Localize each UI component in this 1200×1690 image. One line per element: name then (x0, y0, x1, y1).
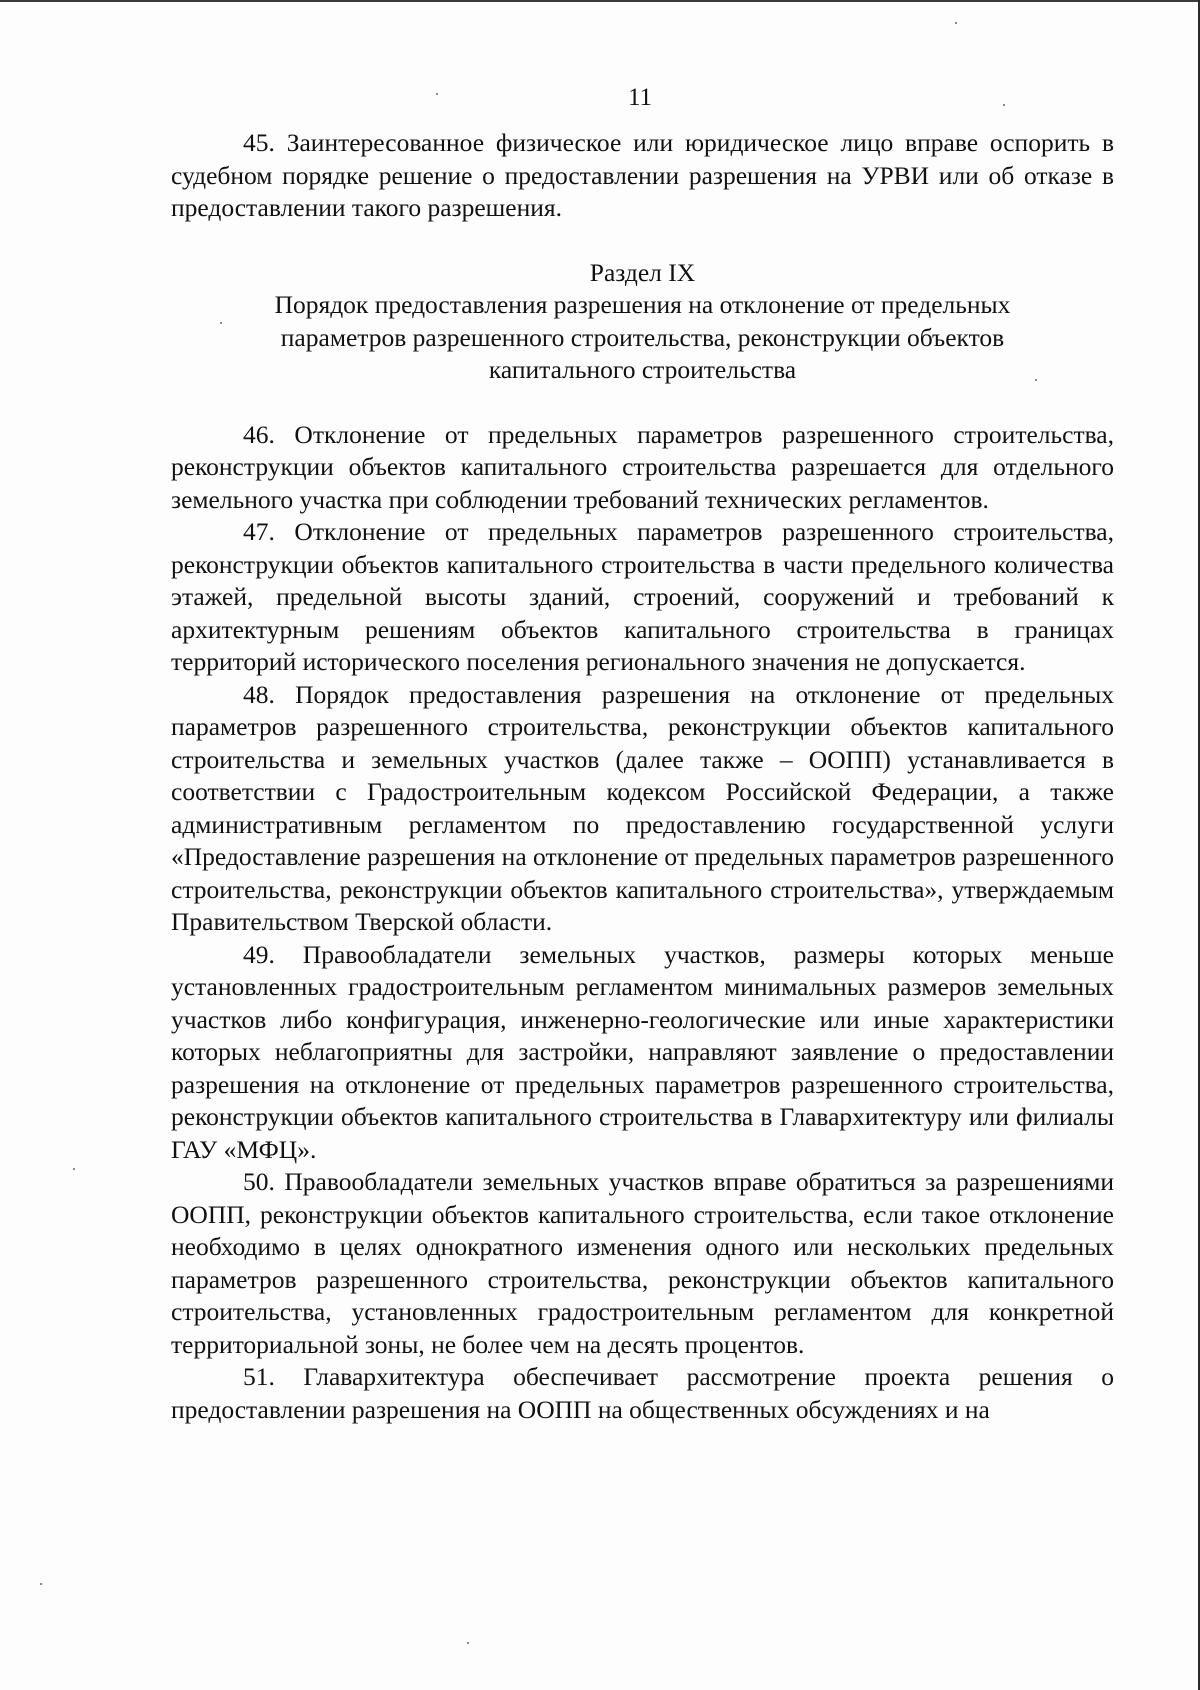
page-number: 11 (627, 84, 653, 111)
paragraph-50: 50. Правообладатели земельных участков вправе обратиться за разрешениями ООПП, реконструкции объектов капитального строительства, если такое отклонение необходимо в целях однократного изменения одного или нескольких предельных параметров разрешенного строительства, реконструкции объектов капитального строительства, установленных градостроительным регламентом для конкретной территориальной зоны, не более чем на десять процентов. (171, 1167, 1114, 1359)
paragraph-46: 46. Отклонение от предельных параметров разрешенного строительства, реконструкции объектов капитального строительства разрешается для отдельного земельного участка при соблюдении требований технических регламентов. (171, 419, 1114, 514)
section-label: Раздел IX (589, 257, 696, 287)
paragraph-48: 48. Порядок предоставления разрешения на отклонение от предельных параметров разрешенного строительства, реконструкции объектов капитального строительства и земельных участков (далее также – ООПП) устанавливается в соответствии с Градостроительным кодексом Российской Федерации, а также административным регламентом по предоставлению государственной услуги «Предоставление разрешения на отклонение от предельных параметров разрешенного строительства, реконструкции объектов капитального строительства», утверждаемым Правительством Тверской области. (171, 679, 1114, 936)
document-body (171, 127, 1114, 1426)
paragraph-49: 49. Правообладатели земельных участков, размеры которых меньше установленных градостроительным регламентом минимальных размеров земельных участков либо конфигурация, инженерно-геологические или иные характеристики которых неблагоприятны для застройки, направляют заявление о предоставлении разрешения на отклонение от предельных параметров разрешенного строительства, реконструкции объектов капитального строительства в Главархитектуру или филиалы ГАУ «МФЦ». (171, 939, 1114, 1164)
section-title: Порядок предоставления разрешения на отклонение от предельных параметров разрешенного строительства, реконструкции объектов капитального строительства (274, 290, 1011, 384)
paragraph-47: 47. Отклонение от предельных параметров разрешенного строительства, реконструкции объектов капитального строительства в части предельного количества этажей, предельной высоты зданий, строений, сооружений и требований к архитектурным решениям объектов капитального строительства в границах территорий исторического поселения регионального значения не допускается. (171, 517, 1114, 676)
scan-speck (40, 1583, 42, 1585)
scan-speck (467, 1642, 469, 1644)
paragraph-45: 45. Заинтересованное физическое или юридическое лицо вправе оспорить в судебном порядке решение о предоставлении разрешения на УРВИ или об отказе в предоставлении такого разрешения. (171, 128, 1114, 222)
paragraph-51: 51. Главархитектура обеспечивает рассмотрение проекта решения о предоставлении разрешения на ООПП на общественных обсуждениях и на (171, 1362, 1114, 1424)
scan-edge-top (0, 0, 1200, 2)
scan-speck (955, 22, 957, 24)
scan-speck (73, 1168, 75, 1170)
